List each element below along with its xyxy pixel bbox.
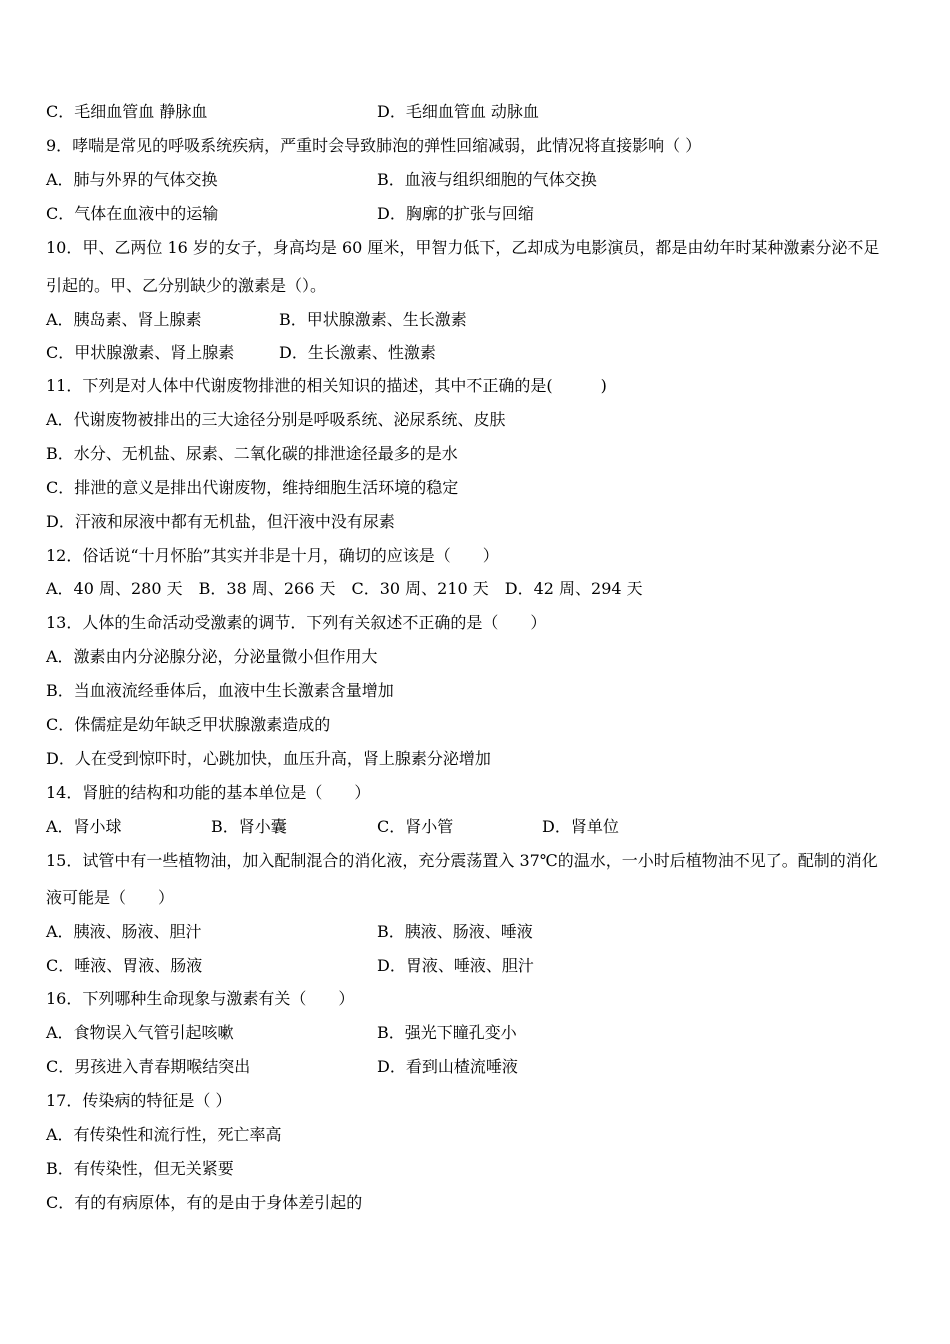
q14-option-b: B．肾小囊 (211, 817, 287, 836)
q8-option-c: C．毛细血管血 静脉血 (46, 102, 208, 121)
q13-option-b: B．当血液流经垂体后，血液中生长激素含量增加 (46, 681, 394, 700)
q11-option-b: B．水分、无机盐、尿素、二氧化碳的排泄途径最多的是水 (46, 444, 458, 463)
q10-option-d: D．生长激素、性激素 (279, 343, 436, 362)
q11-option-a: A．代谢废物被排出的三大途径分别是呼吸系统、泌尿系统、皮肤 (46, 410, 506, 429)
q15-option-c: C．唾液、胃液、肠液 (46, 956, 203, 975)
q10-option-a: A．胰岛素、肾上腺素 (46, 310, 202, 329)
q16-option-b: B．强光下瞳孔变小 (377, 1023, 517, 1042)
q16-option-d: D．看到山楂流唾液 (377, 1057, 518, 1076)
q15-stem-line2: 液可能是（ ） (46, 888, 175, 907)
q10-stem-line1: 10．甲、乙两位 16 岁的女子，身高均是 60 厘米，甲智力低下，乙却成为电影演员，都是由幼年时某种激素分泌不足 (46, 238, 880, 257)
q11-option-d: D．汗液和尿液中都有无机盐，但汗液中没有尿素 (46, 512, 395, 531)
q14-stem: 14．肾脏的结构和功能的基本单位是（ ） (46, 783, 371, 802)
q10-option-c: C．甲状腺激素、肾上腺素 (46, 343, 235, 362)
q13-option-a: A．激素由内分泌腺分泌，分泌量微小但作用大 (46, 647, 378, 666)
q9-stem: 9．哮喘是常见的呼吸系统疾病，严重时会导致肺泡的弹性回缩减弱，此情况将直接影响（ ） (46, 136, 702, 155)
q9-option-d: D．胸廓的扩张与回缩 (377, 204, 534, 223)
q11-option-c: C．排泄的意义是排出代谢废物，维持细胞生活环境的稳定 (46, 478, 459, 497)
q13-option-c: C．侏儒症是幼年缺乏甲状腺激素造成的 (46, 715, 331, 734)
q9-option-b: B．血液与组织细胞的气体交换 (377, 170, 597, 189)
q15-option-d: D．胃液、唾液、胆汁 (377, 956, 534, 975)
q16-stem: 16．下列哪种生命现象与激素有关（ ） (46, 989, 355, 1008)
q8-option-d: D．毛细血管血 动脉血 (377, 102, 539, 121)
q15-option-a: A．胰液、肠液、胆汁 (46, 922, 202, 941)
q11-stem: 11．下列是对人体中代谢废物排泄的相关知识的描述，其中不正确的是( ) (46, 376, 607, 395)
q17-stem: 17．传染病的特征是（ ） (46, 1091, 232, 1110)
q16-option-c: C．男孩进入青春期喉结突出 (46, 1057, 251, 1076)
q13-stem: 13．人体的生命活动受激素的调节．下列有关叙述不正确的是（ ） (46, 613, 547, 632)
q9-option-a: A．肺与外界的气体交换 (46, 170, 218, 189)
q12-options: A．40 周、280 天 B．38 周、266 天 C．30 周、210 天 D．42 周、294 天 (46, 579, 643, 598)
q10-stem-line2: 引起的。甲、乙分别缺少的激素是（）。 (46, 276, 327, 295)
q15-option-b: B．胰液、肠液、唾液 (377, 922, 533, 941)
q14-option-a: A．肾小球 (46, 817, 122, 836)
q13-option-d: D．人在受到惊吓时，心跳加快，血压升高，肾上腺素分泌增加 (46, 749, 491, 768)
q9-option-c: C．气体在血液中的运输 (46, 204, 219, 223)
q14-option-d: D．肾单位 (542, 817, 619, 836)
q17-option-b: B．有传染性，但无关紧要 (46, 1159, 234, 1178)
q12-stem: 12．俗话说“十月怀胎”其实并非是十月，确切的应该是（ ） (46, 546, 499, 565)
q17-option-a: A．有传染性和流行性，死亡率高 (46, 1125, 282, 1144)
q17-option-c: C．有的有病原体，有的是由于身体差引起的 (46, 1193, 363, 1212)
q10-option-b: B．甲状腺激素、生长激素 (279, 310, 467, 329)
q16-option-a: A．食物误入气管引起咳嗽 (46, 1023, 234, 1042)
q15-stem-line1: 15．试管中有一些植物油，加入配制混合的消化液，充分震荡置入 37℃的温水，一小时后植物油不见了。配制的消化 (46, 851, 878, 870)
q14-option-c: C．肾小管 (377, 817, 454, 836)
